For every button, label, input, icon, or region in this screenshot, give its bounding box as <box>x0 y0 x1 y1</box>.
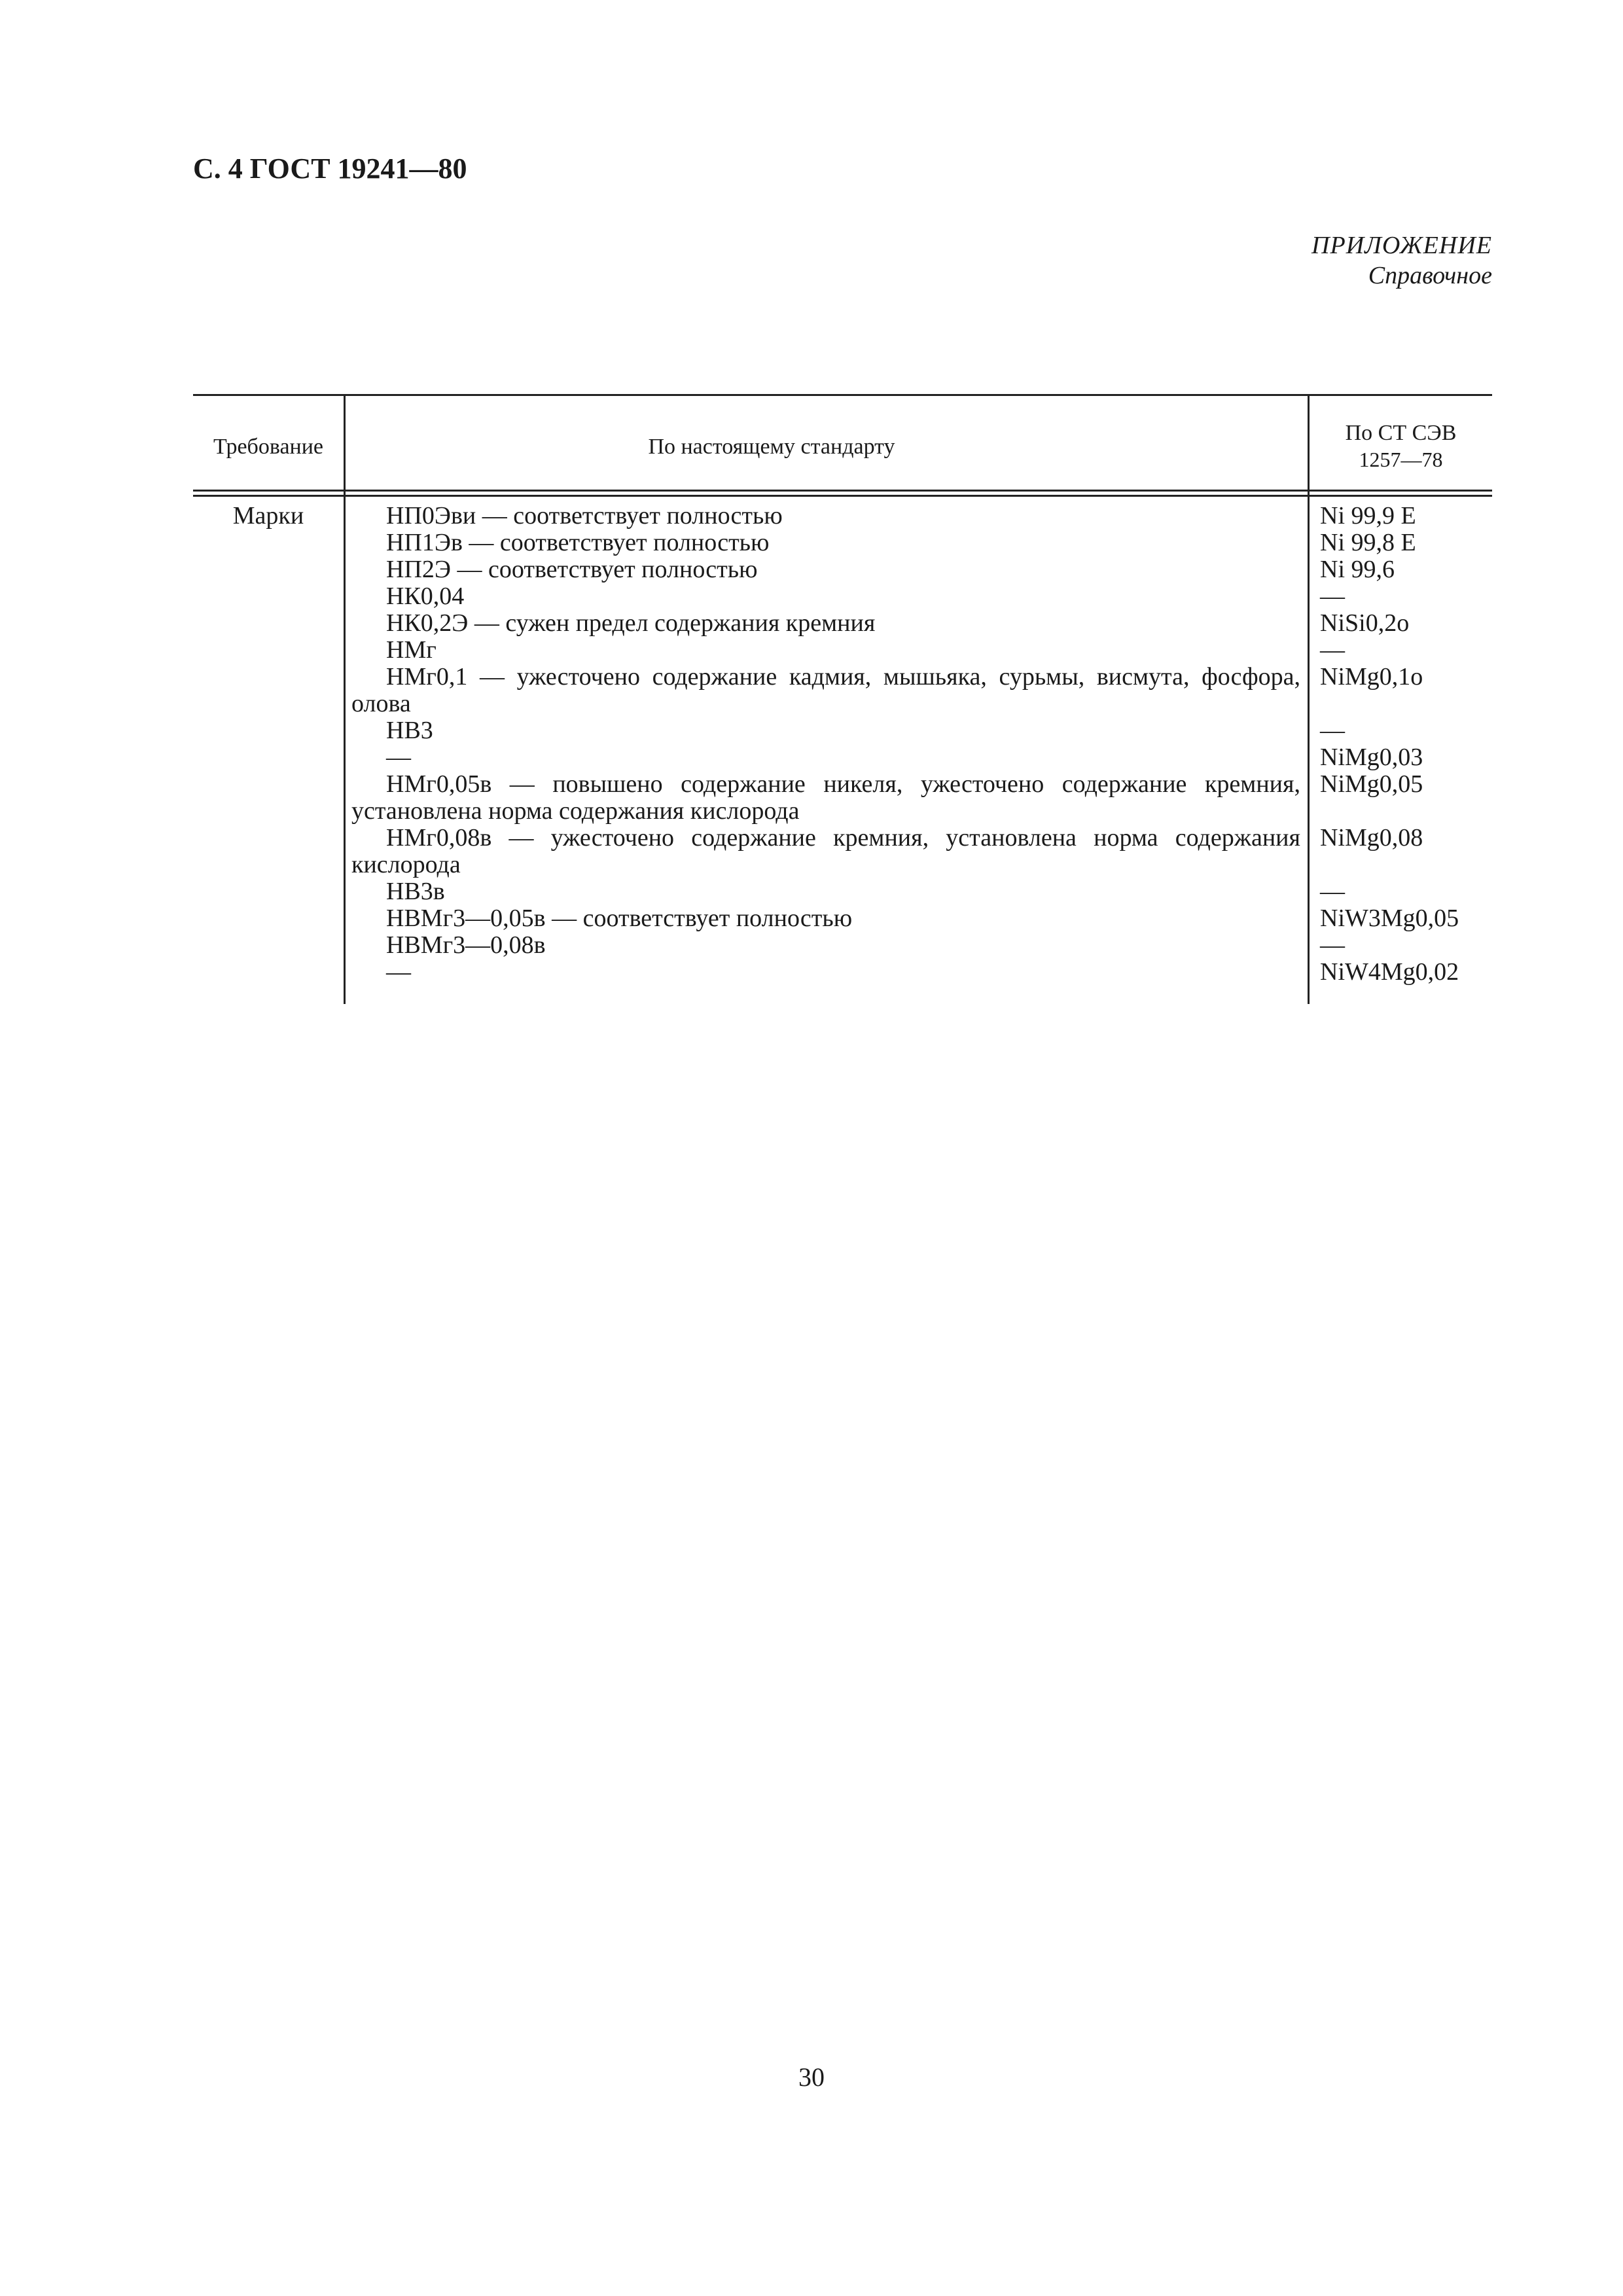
standard-grade-cell <box>351 905 1300 932</box>
standard-grade-cell <box>351 610 1300 637</box>
standard-grade-text: НВМг3—0,05в — соответствует полностью <box>386 905 853 932</box>
sev-grade-cell: NiMg0,08 <box>1320 824 1423 852</box>
standard-grade-cell <box>351 529 1300 556</box>
standard-grade-cell <box>351 932 1300 959</box>
table-row <box>351 503 1492 529</box>
table-row <box>351 905 1492 932</box>
table-row <box>351 717 1492 744</box>
table-row <box>351 878 1492 905</box>
standard-grade-text: НК0,2Э — сужен предел содержания кремния <box>386 609 876 637</box>
standard-grade-text: НВ3в <box>386 878 445 905</box>
header-standard-text: По настоящему стандарту <box>648 435 895 459</box>
standard-grade-text: НМг0,08в — ужесточено содержание кремния, установлена норма содержания кислорода <box>351 824 1300 878</box>
standard-grade-text: НМг <box>386 636 437 664</box>
standard-grade-cell <box>351 878 1300 905</box>
appendix-title: ПРИЛОЖЕНИЕ <box>1311 232 1492 259</box>
standard-grade-cell <box>351 583 1300 610</box>
document-header: С. 4 ГОСТ 19241—80 <box>193 152 467 185</box>
appendix-type: Справочное <box>1368 262 1492 289</box>
table-row <box>351 932 1492 959</box>
table-row <box>351 771 1492 825</box>
sev-grade-cell: — <box>1320 583 1345 610</box>
table-body <box>351 503 1492 986</box>
table-row <box>351 529 1492 556</box>
table-row <box>351 744 1492 771</box>
sev-grade-cell: NiW3Mg0,05 <box>1320 905 1459 932</box>
standard-grade-text: НВМг3—0,08в <box>386 931 546 959</box>
standard-grade-text: — <box>386 744 411 771</box>
standard-grade-cell <box>351 744 1300 771</box>
requirement-cell: Марки <box>232 502 304 529</box>
standard-grade-text: НП0Эви — соответствует полностью <box>386 502 783 529</box>
sev-grade-cell: — <box>1320 717 1345 744</box>
sev-grade-cell: NiMg0,05 <box>1320 770 1423 798</box>
sev-grade-cell: Ni 99,8 E <box>1320 529 1416 556</box>
table-top-rule <box>193 394 1492 396</box>
standard-grade-text: НМг0,1 — ужесточено содержание кадмия, мышьяка, сурьмы, висмута, фосфора, олова <box>351 663 1300 717</box>
sev-grade-cell: NiMg0,03 <box>1320 744 1423 771</box>
page-number: 30 <box>798 2062 825 2092</box>
sev-grade-cell: — <box>1320 878 1345 905</box>
sev-grade-cell: — <box>1320 931 1345 959</box>
standard-grade-text: — <box>386 958 411 986</box>
standard-grade-cell <box>351 717 1300 744</box>
sev-grade-cell: NiMg0,1o <box>1320 663 1423 691</box>
table-row <box>351 959 1492 986</box>
header-sev <box>1310 420 1492 473</box>
table-row <box>351 610 1492 637</box>
standard-grade-text: НМг0,05в — повышено содержание никеля, ужесточено содержание кремния, установлена норма содержания кислорода <box>351 770 1300 825</box>
header-rule-2 <box>193 495 1492 497</box>
comparison-table <box>193 394 1492 1004</box>
standard-grade-cell <box>351 556 1300 583</box>
standard-grade-cell <box>351 825 1300 878</box>
sev-grade-cell: NiW4Mg0,02 <box>1320 958 1459 986</box>
table-row <box>351 583 1492 610</box>
table-row <box>351 664 1492 717</box>
appendix-label <box>1311 230 1492 291</box>
sev-grade-cell: NiSi0,2o <box>1320 609 1410 637</box>
header-sev-line2: 1257—78 <box>1359 448 1443 471</box>
table-row <box>351 637 1492 664</box>
standard-grade-cell <box>351 664 1300 717</box>
standard-grade-text: НП2Э — соответствует полностью <box>386 556 758 583</box>
standard-grade-cell <box>351 959 1300 986</box>
standard-grade-cell <box>351 503 1300 529</box>
standard-grade-cell <box>351 771 1300 825</box>
standard-grade-text: НК0,04 <box>386 583 465 610</box>
column-divider-1 <box>344 394 346 1004</box>
sev-grade-cell: Ni 99,9 E <box>1320 502 1416 529</box>
standard-grade-text: НВ3 <box>386 717 433 744</box>
header-sev-line1: По СТ СЭВ <box>1345 421 1457 445</box>
sev-grade-cell: Ni 99,6 <box>1320 556 1395 583</box>
standard-grade-text: НП1Эв — соответствует полностью <box>386 529 770 556</box>
table-row <box>351 825 1492 878</box>
header-rule-1 <box>193 490 1492 492</box>
sev-grade-cell: — <box>1320 636 1345 664</box>
standard-grade-cell <box>351 637 1300 664</box>
header-requirement: Требование <box>213 435 324 459</box>
table-row <box>351 556 1492 583</box>
